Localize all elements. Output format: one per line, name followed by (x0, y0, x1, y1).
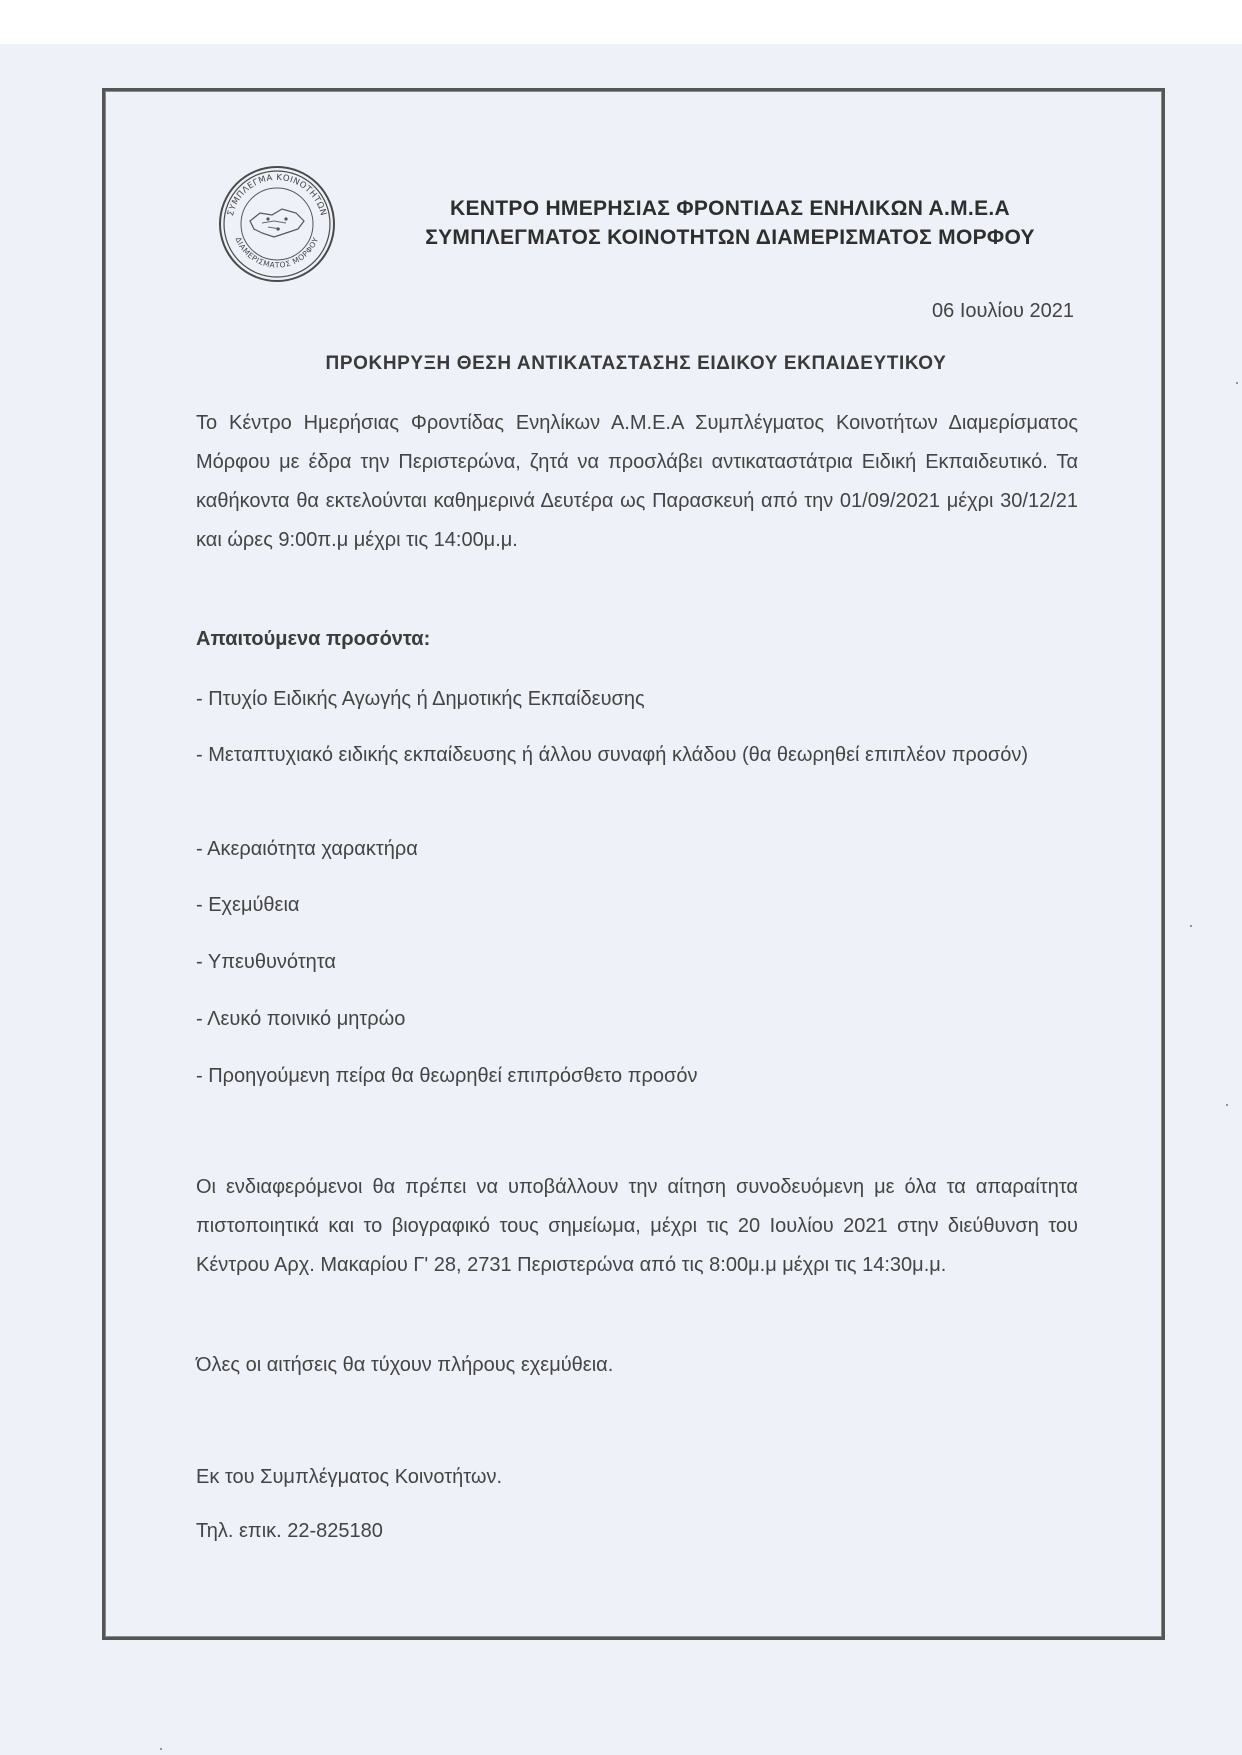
qualifications-heading: Απαιτούμενα προσόντα: (196, 628, 431, 650)
qualification-item: - Ακεραιότητα χαρακτήρα (196, 838, 418, 860)
qualification-item: - Πτυχίο Ειδικής Αγωγής ή Δημοτικής Εκπαίδευσης (196, 688, 645, 710)
community-seal (216, 163, 338, 283)
svg-text:ΔΙΑΜΕΡΙΣΜΑΤΟΣ ΜΟΡΦΟΥ (234, 236, 321, 270)
qualification-item: - Λευκό ποινικό μητρώο (196, 1008, 406, 1030)
confidentiality-note: Όλες οι αιτήσεις θα τύχουν πλήρους εχεμύθεια. (196, 1354, 614, 1376)
organization-line-2: ΣΥΜΠΛΕΓΜΑΤΟΣ ΚΟΙΝΟΤΗΤΩΝ ΔΙΑΜΕΡΙΣΜΑΤΟΣ ΜΟΡΦΟΥ (425, 226, 1035, 249)
seal-text-top: ΣΥΜΠΛΕΓΜΑ ΚΟΙΝΟΤΗΤΩΝ (225, 172, 329, 218)
organization-line-1: ΚΕΝΤΡΟ ΗΜΕΡΗΣΙΑΣ ΦΡΟΝΤΙΔΑΣ ΕΝΗΛΙΚΩΝ Α.Μ.Ε.Α (450, 197, 1010, 220)
closing-paragraph: Οι ενδιαφερόμενοι θα πρέπει να υποβάλλουν την αίτηση συνοδευόμενη με όλα τα απαραίτητα πιστοποιητικά και το βιογραφικό τους σημείωμα, μέχρι τις 20 Ιουλίου 2021 στην διεύθυνση του Κέντρου Αρχ. Μακαρίου Γ' 28, 2731 Περιστερώνα από τις 8:00μ.μ μέχρι τις 14:30μ.μ. (196, 1176, 1078, 1276)
intro-paragraph: Το Κέντρο Ημερήσιας Φροντίδας Ενηλίκων Α.Μ.Ε.Α Συμπλέγματος Κοινοτήτων Διαμερίσματος Μόρφου με έδρα την Περιστερώνα, ζητά να προσλάβει αντικαταστάτρια Ειδική Εκπαιδευτικό. Τα καθήκοντα θα εκτελούνται καθημερινά Δευτέρα ως Παρασκευή από την 01/09/2021 μέχρι 30/12/21 και ώρες 9:00π.μ μέχρι τις 14:00μ.μ. (196, 412, 1078, 551)
scan-speck (1236, 382, 1238, 384)
organization-name (380, 194, 1080, 252)
document-date: 06 Ιουλίου 2021 (932, 300, 1074, 322)
document-title: ΠΡΟΚΗΡΥΞΗ ΘΕΣΗ ΑΝΤΙΚΑΤΑΣΤΑΣΗΣ ΕΙΔΙΚΟΥ ΕΚΠΑΙΔΕΥΤΙΚΟΥ (325, 353, 947, 374)
signature-line: Εκ του Συμπλέγματος Κοινοτήτων. (196, 1466, 503, 1488)
scan-speck (1226, 1104, 1228, 1106)
scan-speck (1190, 925, 1192, 927)
scan-speck (160, 1748, 162, 1750)
qualification-item: - Προηγούμενη πείρα θα θεωρηθεί επιπρόσθετο προσόν (196, 1065, 698, 1087)
page-top-margin (0, 0, 1242, 44)
qualification-item: - Μεταπτυχιακό ειδικής εκπαίδευσης ή άλλου συναφή κλάδου (θα θεωρηθεί επιπλέον προσόν) (196, 744, 1029, 766)
qualification-item: - Υπευθυνότητα (196, 951, 336, 973)
phone-line: Τηλ. επικ. 22-825180 (196, 1520, 383, 1542)
seal-text-bottom: ΔΙΑΜΕΡΙΣΜΑΤΟΣ ΜΟΡΦΟΥ (233, 235, 321, 270)
qualification-item: - Εχεμύθεια (196, 894, 300, 916)
